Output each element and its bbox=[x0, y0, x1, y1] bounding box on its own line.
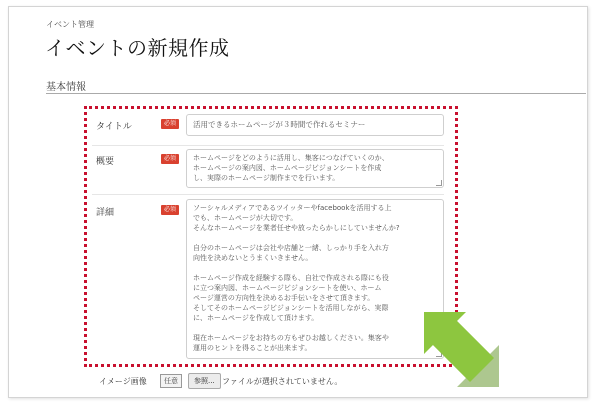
detail-textarea[interactable]: ソーシャルメディアであるツイッターやfacebookを活用する上 でも、ホームページが大切です。 そんなホームページを業者任せや放ったらかしにしていませんか? 自分のホームページは会社や店舗と一緒、しっかり手を入れ方 向性を決めないとうまくいきません。 ホームページ作成を経験する際も、自社で作成される際にも役 に立つ案内図、ホームページビジョンシートを使い、ホーム ページ運営の方向性を決めるお手伝いをさせて頂きます。 そしてそのホームページビジョンシートを活用しながら、実際 に、ホームページを作成して頂けます。 現在ホームページをお持ちの方もぜひお越しください。集客や 運用のヒントを得ることが出来ます。 bbox=[186, 199, 444, 359]
page-title: イベントの新規作成 bbox=[45, 36, 230, 60]
image-label: イメージ画像 bbox=[99, 377, 147, 386]
file-status-text: ファイルが選択されていません。 bbox=[222, 377, 343, 386]
section-title: 基本情報 bbox=[46, 82, 86, 93]
breadcrumb[interactable]: イベント管理 bbox=[46, 20, 94, 29]
title-label: タイトル bbox=[96, 122, 132, 132]
summary-label: 概要 bbox=[96, 157, 115, 167]
summary-required-badge: 必須 bbox=[161, 154, 179, 164]
detail-required-badge: 必須 bbox=[161, 205, 179, 215]
title-input[interactable]: 活用できるホームページが３時間で作れるセミナー bbox=[186, 114, 444, 136]
section-divider bbox=[46, 93, 586, 94]
image-optional-badge: 任意 bbox=[160, 374, 182, 388]
pointer-arrow-icon bbox=[414, 296, 506, 390]
title-required-badge: 必須 bbox=[161, 119, 179, 129]
browse-button[interactable]: 参照... bbox=[188, 373, 221, 389]
detail-label: 詳細 bbox=[96, 208, 115, 218]
highlight-box bbox=[84, 106, 458, 367]
summary-textarea[interactable]: ホームページをどのように活用し、集客につなげていくのか、 ホームページの案内図、ホームページビジョンシートを作成 し、実際のホームページ制作までを行います。 bbox=[186, 149, 444, 188]
